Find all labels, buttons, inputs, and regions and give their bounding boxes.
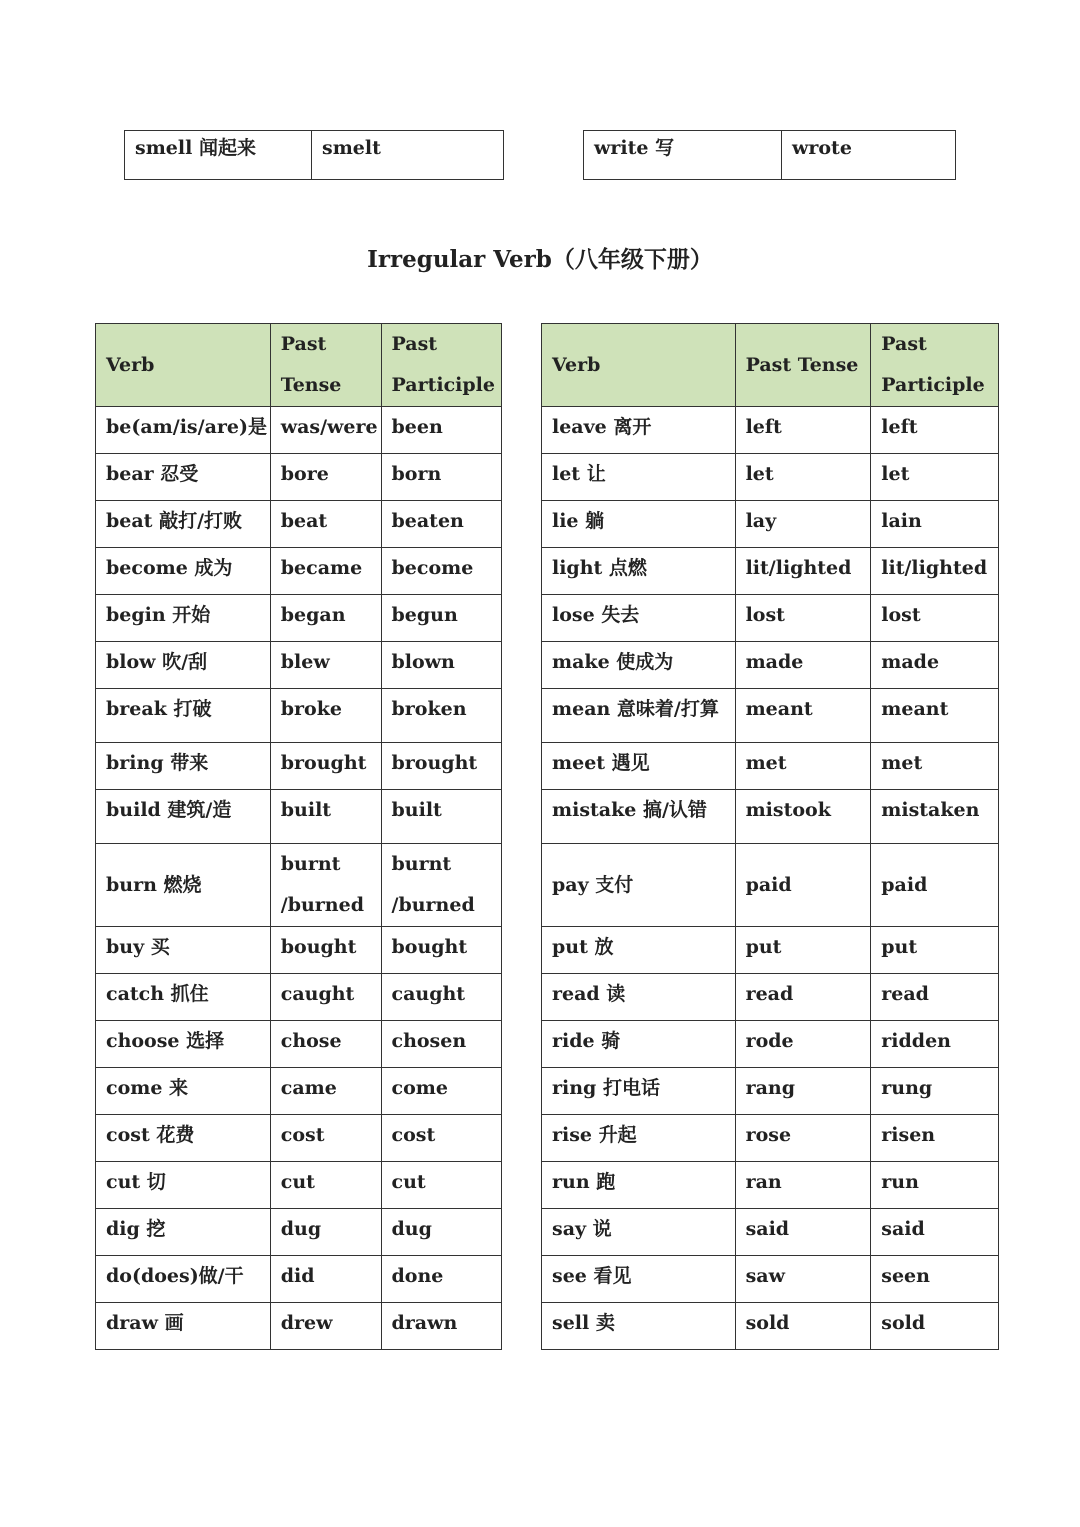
past-participle-cell: cut: [381, 1162, 502, 1209]
verb-cell: dig 挖: [96, 1209, 271, 1256]
table-row: [542, 548, 999, 595]
past-participle-cell: put: [871, 927, 999, 974]
verb-cell: bring 带来: [96, 743, 271, 790]
past-participle-cell: let: [871, 454, 999, 501]
table-row: [542, 689, 999, 743]
past-tense-cell: rode: [735, 1021, 871, 1068]
table-row: [96, 974, 502, 1021]
header-pp-line2: Participle: [391, 374, 495, 396]
table-row: [96, 844, 502, 927]
verb-cell: mistake 搞/认错: [542, 790, 736, 844]
past-tense-cell: chose: [270, 1021, 381, 1068]
past-tense-cell: met: [735, 743, 871, 790]
past-line: /burned: [280, 894, 364, 916]
top-table-left: [124, 130, 504, 180]
past-tense-cell: let: [735, 454, 871, 501]
table-row: [542, 454, 999, 501]
header-pp-line2: Participle: [881, 374, 985, 396]
verb-cell: become 成为: [96, 548, 271, 595]
past-tense-cell: dug: [270, 1209, 381, 1256]
past-tense-cell: sold: [735, 1303, 871, 1350]
past-tense-cell: put: [735, 927, 871, 974]
past-tense-cell: cut: [270, 1162, 381, 1209]
table-row: [542, 407, 999, 454]
table-row: [96, 595, 502, 642]
table-row: [125, 131, 504, 180]
past-tense-cell: lost: [735, 595, 871, 642]
verb-cell: make 使成为: [542, 642, 736, 689]
past-cell: smelt: [312, 131, 504, 180]
past-tense-cell: built: [270, 790, 381, 844]
past-tense-cell: lay: [735, 501, 871, 548]
past-tense-cell: rose: [735, 1115, 871, 1162]
table-row: [542, 1256, 999, 1303]
past-participle-cell: mistaken: [871, 790, 999, 844]
header-past-tense: Past Tense: [735, 324, 871, 407]
verb-cell: cost 花费: [96, 1115, 271, 1162]
past-participle-cell: been: [381, 407, 502, 454]
header-past-participle: [381, 324, 502, 407]
verb-cell: burn 燃烧: [96, 844, 271, 927]
table-row: [584, 131, 956, 180]
table-row: [96, 1256, 502, 1303]
header-past-tense: [270, 324, 381, 407]
past-participle-cell: caught: [381, 974, 502, 1021]
top-table-right: [583, 130, 956, 180]
verb-cell: put 放: [542, 927, 736, 974]
past-participle-cell: dug: [381, 1209, 502, 1256]
past-participle-cell: met: [871, 743, 999, 790]
past-participle-cell: lit/lighted: [871, 548, 999, 595]
verb-cell: meet 遇见: [542, 743, 736, 790]
table-row: [96, 407, 502, 454]
past-participle-cell: read: [871, 974, 999, 1021]
past-participle-cell: blown: [381, 642, 502, 689]
verb-cell: sell 卖: [542, 1303, 736, 1350]
table-row: [96, 1115, 502, 1162]
verb-cell: blow 吹/刮: [96, 642, 271, 689]
past-participle-cell: built: [381, 790, 502, 844]
table-row: [96, 454, 502, 501]
table-row: [542, 1021, 999, 1068]
past-tense-cell: [270, 844, 381, 927]
past-tense-cell: meant: [735, 689, 871, 743]
verb-cell: lie 躺: [542, 501, 736, 548]
past-participle-cell: seen: [871, 1256, 999, 1303]
past-participle-cell: sold: [871, 1303, 999, 1350]
header-past-participle: [871, 324, 999, 407]
past-tense-cell: rang: [735, 1068, 871, 1115]
verb-cell: ride 骑: [542, 1021, 736, 1068]
verb-cell: see 看见: [542, 1256, 736, 1303]
past-tense-cell: beat: [270, 501, 381, 548]
past-tense-cell: caught: [270, 974, 381, 1021]
pp-line: /burned: [391, 894, 475, 916]
verb-cell: light 点燃: [542, 548, 736, 595]
header-pp-line1: Past: [391, 333, 438, 355]
table-row: [96, 743, 502, 790]
past-participle-cell: bought: [381, 927, 502, 974]
page-title: Irregular Verb（八年级下册）: [367, 246, 713, 273]
verb-cell: leave 离开: [542, 407, 736, 454]
verb-cell: choose 选择: [96, 1021, 271, 1068]
past-tense-cell: saw: [735, 1256, 871, 1303]
past-tense-cell: came: [270, 1068, 381, 1115]
past-participle-cell: become: [381, 548, 502, 595]
verb-cell: buy 买: [96, 927, 271, 974]
table-row: [96, 1021, 502, 1068]
verb-cell: read 读: [542, 974, 736, 1021]
table-row: [96, 689, 502, 743]
table-row: [542, 595, 999, 642]
past-tense-cell: bore: [270, 454, 381, 501]
table-row: [542, 974, 999, 1021]
verb-cell: beat 敲打/打败: [96, 501, 271, 548]
verb-cell: catch 抓住: [96, 974, 271, 1021]
table-row: [96, 1209, 502, 1256]
verb-cell: write 写: [584, 131, 782, 180]
pp-line: burnt: [391, 853, 452, 875]
table-row: [542, 501, 999, 548]
verb-cell: mean 意味着/打算: [542, 689, 736, 743]
past-participle-cell: cost: [381, 1115, 502, 1162]
past-tense-cell: mistook: [735, 790, 871, 844]
table-row: [542, 743, 999, 790]
table-row: [96, 927, 502, 974]
past-tense-cell: cost: [270, 1115, 381, 1162]
verb-cell: do(does)做/干: [96, 1256, 271, 1303]
past-participle-cell: rung: [871, 1068, 999, 1115]
past-tense-cell: was/were: [270, 407, 381, 454]
header-past-tense-line1: Past: [280, 333, 327, 355]
past-participle-cell: come: [381, 1068, 502, 1115]
verb-cell: say 说: [542, 1209, 736, 1256]
past-tense-cell: made: [735, 642, 871, 689]
table-row: [96, 1068, 502, 1115]
verb-cell: break 打破: [96, 689, 271, 743]
past-participle-cell: meant: [871, 689, 999, 743]
past-tense-cell: broke: [270, 689, 381, 743]
past-participle-cell: made: [871, 642, 999, 689]
verb-cell: be(am/is/are)是: [96, 407, 271, 454]
past-participle-cell: left: [871, 407, 999, 454]
verb-cell: pay 支付: [542, 844, 736, 927]
verb-cell: draw 画: [96, 1303, 271, 1350]
past-tense-cell: paid: [735, 844, 871, 927]
past-tense-cell: drew: [270, 1303, 381, 1350]
header-pp-line1: Past: [881, 333, 927, 355]
verb-table-left: [95, 323, 502, 1350]
table-header-row: [96, 324, 502, 407]
verb-cell: lose 失去: [542, 595, 736, 642]
verb-cell: build 建筑/造: [96, 790, 271, 844]
verb-cell: bear 忍受: [96, 454, 271, 501]
past-tense-cell: began: [270, 595, 381, 642]
past-line: burnt: [280, 853, 341, 875]
table-row: [542, 1303, 999, 1350]
verb-cell: rise 升起: [542, 1115, 736, 1162]
past-tense-cell: said: [735, 1209, 871, 1256]
past-participle-cell: risen: [871, 1115, 999, 1162]
table-row: [96, 642, 502, 689]
header-verb: Verb: [542, 324, 736, 407]
past-tense-cell: did: [270, 1256, 381, 1303]
table-header-row: [542, 324, 999, 407]
past-tense-cell: read: [735, 974, 871, 1021]
past-participle-cell: [381, 844, 502, 927]
past-participle-cell: said: [871, 1209, 999, 1256]
header-past-tense-line2: Tense: [280, 374, 342, 396]
table-row: [542, 1162, 999, 1209]
past-participle-cell: run: [871, 1162, 999, 1209]
verb-cell: come 来: [96, 1068, 271, 1115]
past-participle-cell: done: [381, 1256, 502, 1303]
past-participle-cell: lain: [871, 501, 999, 548]
header-verb: Verb: [96, 324, 271, 407]
verb-cell: cut 切: [96, 1162, 271, 1209]
table-row: [542, 844, 999, 927]
table-row: [542, 1068, 999, 1115]
past-participle-cell: chosen: [381, 1021, 502, 1068]
verb-cell: ring 打电话: [542, 1068, 736, 1115]
past-tense-cell: left: [735, 407, 871, 454]
past-tense-cell: lit/lighted: [735, 548, 871, 595]
table-row: [96, 790, 502, 844]
past-participle-cell: begun: [381, 595, 502, 642]
past-participle-cell: broken: [381, 689, 502, 743]
past-participle-cell: brought: [381, 743, 502, 790]
verb-cell: run 跑: [542, 1162, 736, 1209]
past-participle-cell: beaten: [381, 501, 502, 548]
table-row: [542, 1115, 999, 1162]
verb-cell: smell 闻起来: [125, 131, 312, 180]
past-tense-cell: ran: [735, 1162, 871, 1209]
table-row: [96, 548, 502, 595]
past-tense-cell: became: [270, 548, 381, 595]
verb-cell: begin 开始: [96, 595, 271, 642]
verb-table-right: [541, 323, 999, 1350]
table-row: [542, 927, 999, 974]
past-tense-cell: brought: [270, 743, 381, 790]
verb-cell: let 让: [542, 454, 736, 501]
past-participle-cell: born: [381, 454, 502, 501]
past-tense-cell: bought: [270, 927, 381, 974]
table-row: [542, 1209, 999, 1256]
past-participle-cell: lost: [871, 595, 999, 642]
table-row: [96, 501, 502, 548]
table-row: [542, 790, 999, 844]
past-tense-cell: blew: [270, 642, 381, 689]
table-row: [96, 1162, 502, 1209]
table-row: [542, 642, 999, 689]
past-participle-cell: ridden: [871, 1021, 999, 1068]
past-participle-cell: paid: [871, 844, 999, 927]
past-cell: wrote: [782, 131, 956, 180]
table-row: [96, 1303, 502, 1350]
past-participle-cell: drawn: [381, 1303, 502, 1350]
